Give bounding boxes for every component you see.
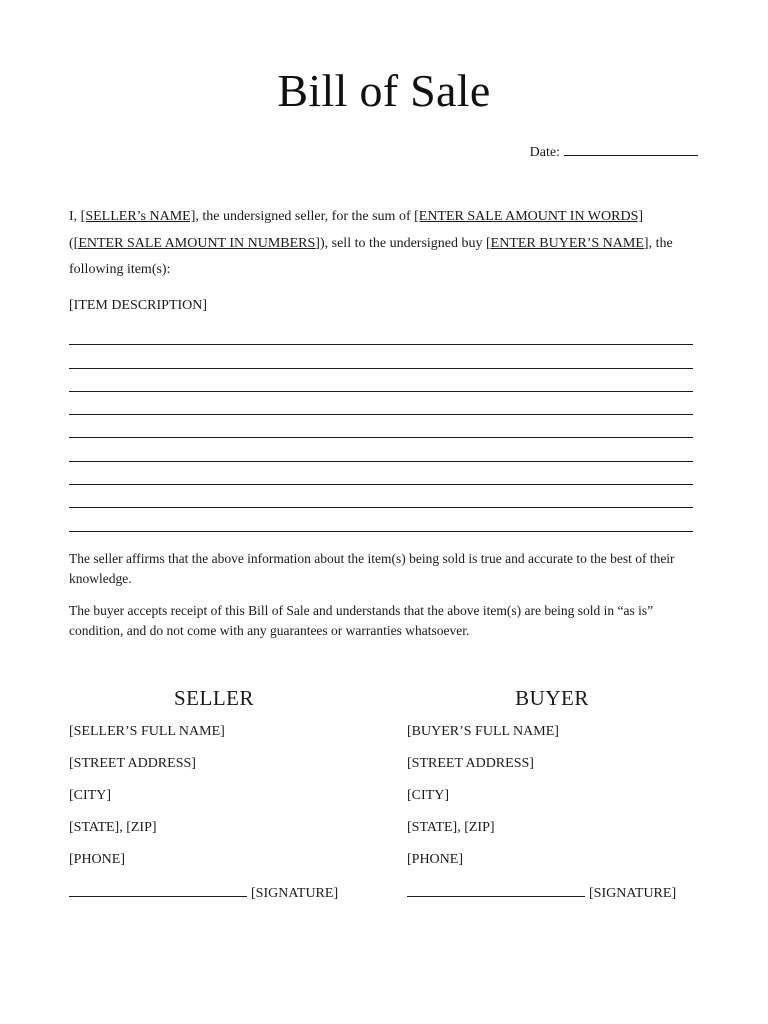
intro-text: I, [69,209,81,224]
buyer-state-zip: [STATE], [ZIP] [407,820,495,835]
intro-text: ( [69,235,74,251]
seller-city: [CITY] [69,788,111,803]
buyer-signature-line [407,883,585,897]
amount-numbers-placeholder: [ENTER SALE AMOUNT IN NUMBERS] [73,235,320,251]
buyer-signature-label: [SIGNATURE] [589,886,677,901]
seller-state-zip: [STATE], [ZIP] [69,820,157,835]
acceptance-paragraph: The buyer accepts receipt of this Bill of Sale and understands that the above item(s) are being sold in “as is” condition, and do not come with any guarantees or warranties whatsoever. [69,603,654,638]
blank-line [69,415,693,438]
buyer-city: [CITY] [407,788,449,803]
intro-text: ), sell to the undersigned buy [319,235,487,251]
item-description-label: [ITEM DESCRIPTION] [69,298,208,313]
seller-signature-label: [SIGNATURE] [251,886,339,901]
intro-text: , the undersigned seller, for the sum of [195,209,415,224]
date-blank-line [564,142,698,156]
item-description-lines [69,322,693,532]
blank-line [69,508,693,531]
blank-line [69,462,693,485]
seller-street-address: [STREET ADDRESS] [69,756,196,771]
seller-name-placeholder: [SELLER’s NAME] [80,209,196,224]
buyer-street-address: [STREET ADDRESS] [407,756,534,771]
seller-heading: SELLER [174,686,254,710]
affirmation-paragraph: The seller affirms that the above information about the item(s) being sold is true and accurate to the best of their knowledge. [69,551,675,586]
seller-phone: [PHONE] [69,852,125,867]
seller-section [69,684,369,915]
buyer-heading: BUYER [515,686,589,710]
buyer-phone: [PHONE] [407,852,463,867]
blank-line [69,485,693,508]
document-title: Bill of Sale [277,65,491,116]
date-field [530,142,698,162]
seller-signature-field [69,883,369,915]
amount-words-placeholder: [ENTER SALE AMOUNT IN WORDS] [414,209,644,224]
buyer-name-placeholder: [ENTER BUYER’S NAME] [486,235,649,251]
buyer-signature-field [407,883,707,915]
buyer-full-name: [BUYER’S FULL NAME] [407,724,559,739]
buyer-section [407,684,707,915]
intro-text: , the following item(s): [69,235,673,277]
seller-signature-line [69,883,247,897]
intro-paragraph [69,204,699,284]
blank-line [69,438,693,461]
date-label: Date: [529,145,560,160]
blank-line [69,369,693,392]
seller-full-name: [SELLER’S FULL NAME] [69,724,225,739]
blank-line [69,392,693,415]
blank-line [69,322,693,345]
blank-line [69,345,693,368]
